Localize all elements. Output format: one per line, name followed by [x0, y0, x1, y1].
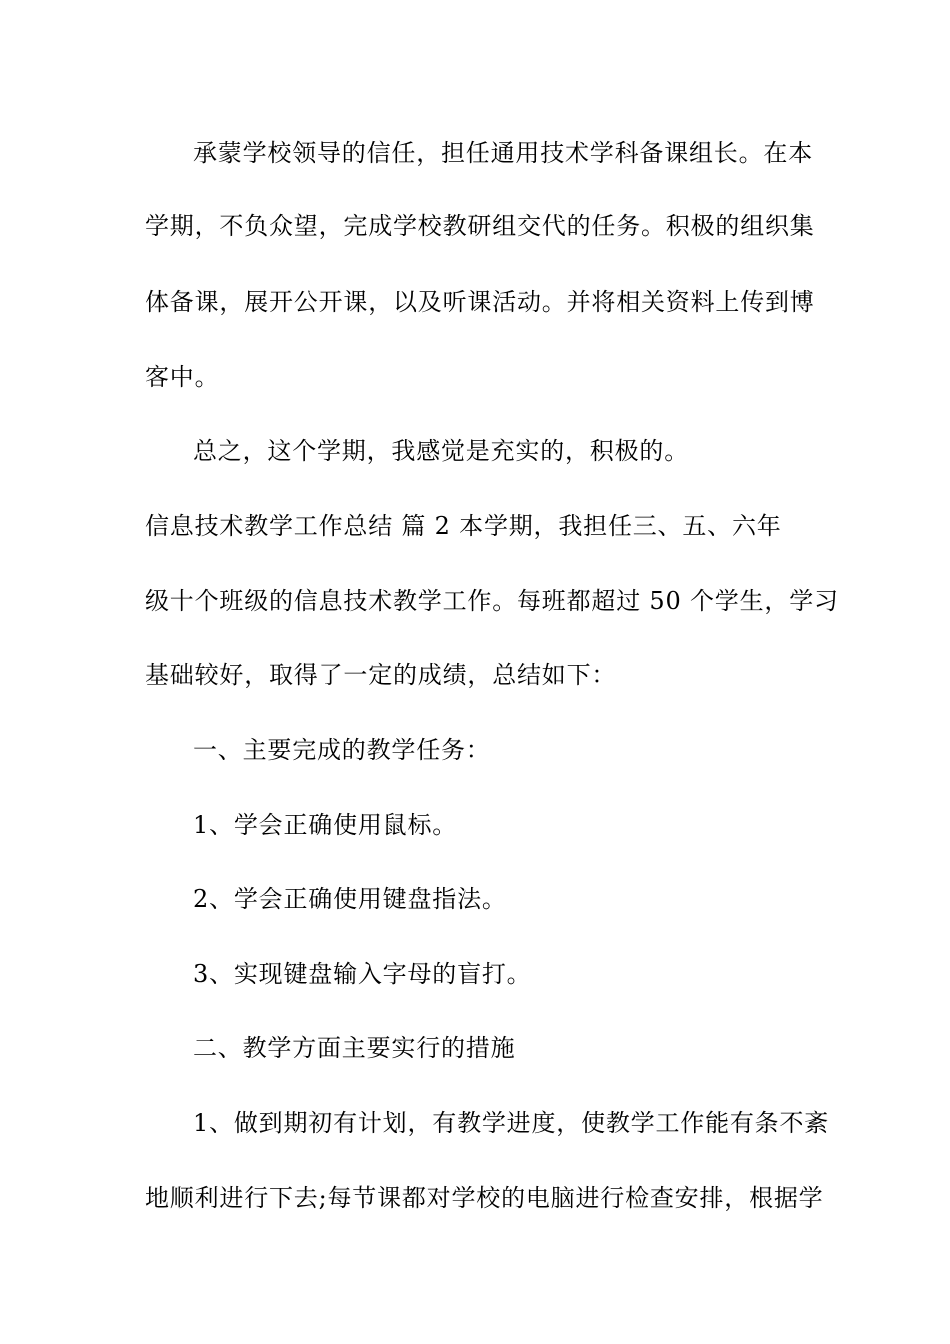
paragraph-line: 学期，不负众望，完成学校教研组交代的任务。积极的组织集 [145, 212, 815, 240]
list-item: 2、学会正确使用键盘指法。 [193, 885, 507, 913]
paragraph-line: 级十个班级的信息技术教学工作。每班都超过 50 个学生，学习 [145, 587, 839, 615]
paragraph-line: 1、做到期初有计划，有教学进度，使教学工作能有条不紊 [193, 1109, 830, 1137]
list-heading: 一、主要完成的教学任务： [193, 736, 491, 764]
paragraph-line: 客中。 [145, 363, 220, 391]
section-heading-line: 信息技术教学工作总结 篇 2 本学期，我担任三、五、六年 [145, 512, 782, 540]
paragraph-line: 基础较好，取得了一定的成绩，总结如下： [145, 661, 617, 689]
paragraph-line: 体备课，展开公开课，以及听课活动。并将相关资料上传到博 [145, 288, 815, 316]
list-item: 3、实现键盘输入字母的盲打。 [193, 960, 532, 988]
list-item: 1、学会正确使用鼠标。 [193, 811, 458, 839]
paragraph-line: 总之，这个学期，我感觉是充实的，积极的。 [193, 437, 689, 465]
paragraph-line: 承蒙学校领导的信任，担任通用技术学科备课组长。在本 [193, 139, 813, 167]
paragraph-line: 地顺利进行下去;每节课都对学校的电脑进行检查安排，根据学 [145, 1184, 824, 1212]
list-heading: 二、教学方面主要实行的措施 [193, 1034, 516, 1062]
